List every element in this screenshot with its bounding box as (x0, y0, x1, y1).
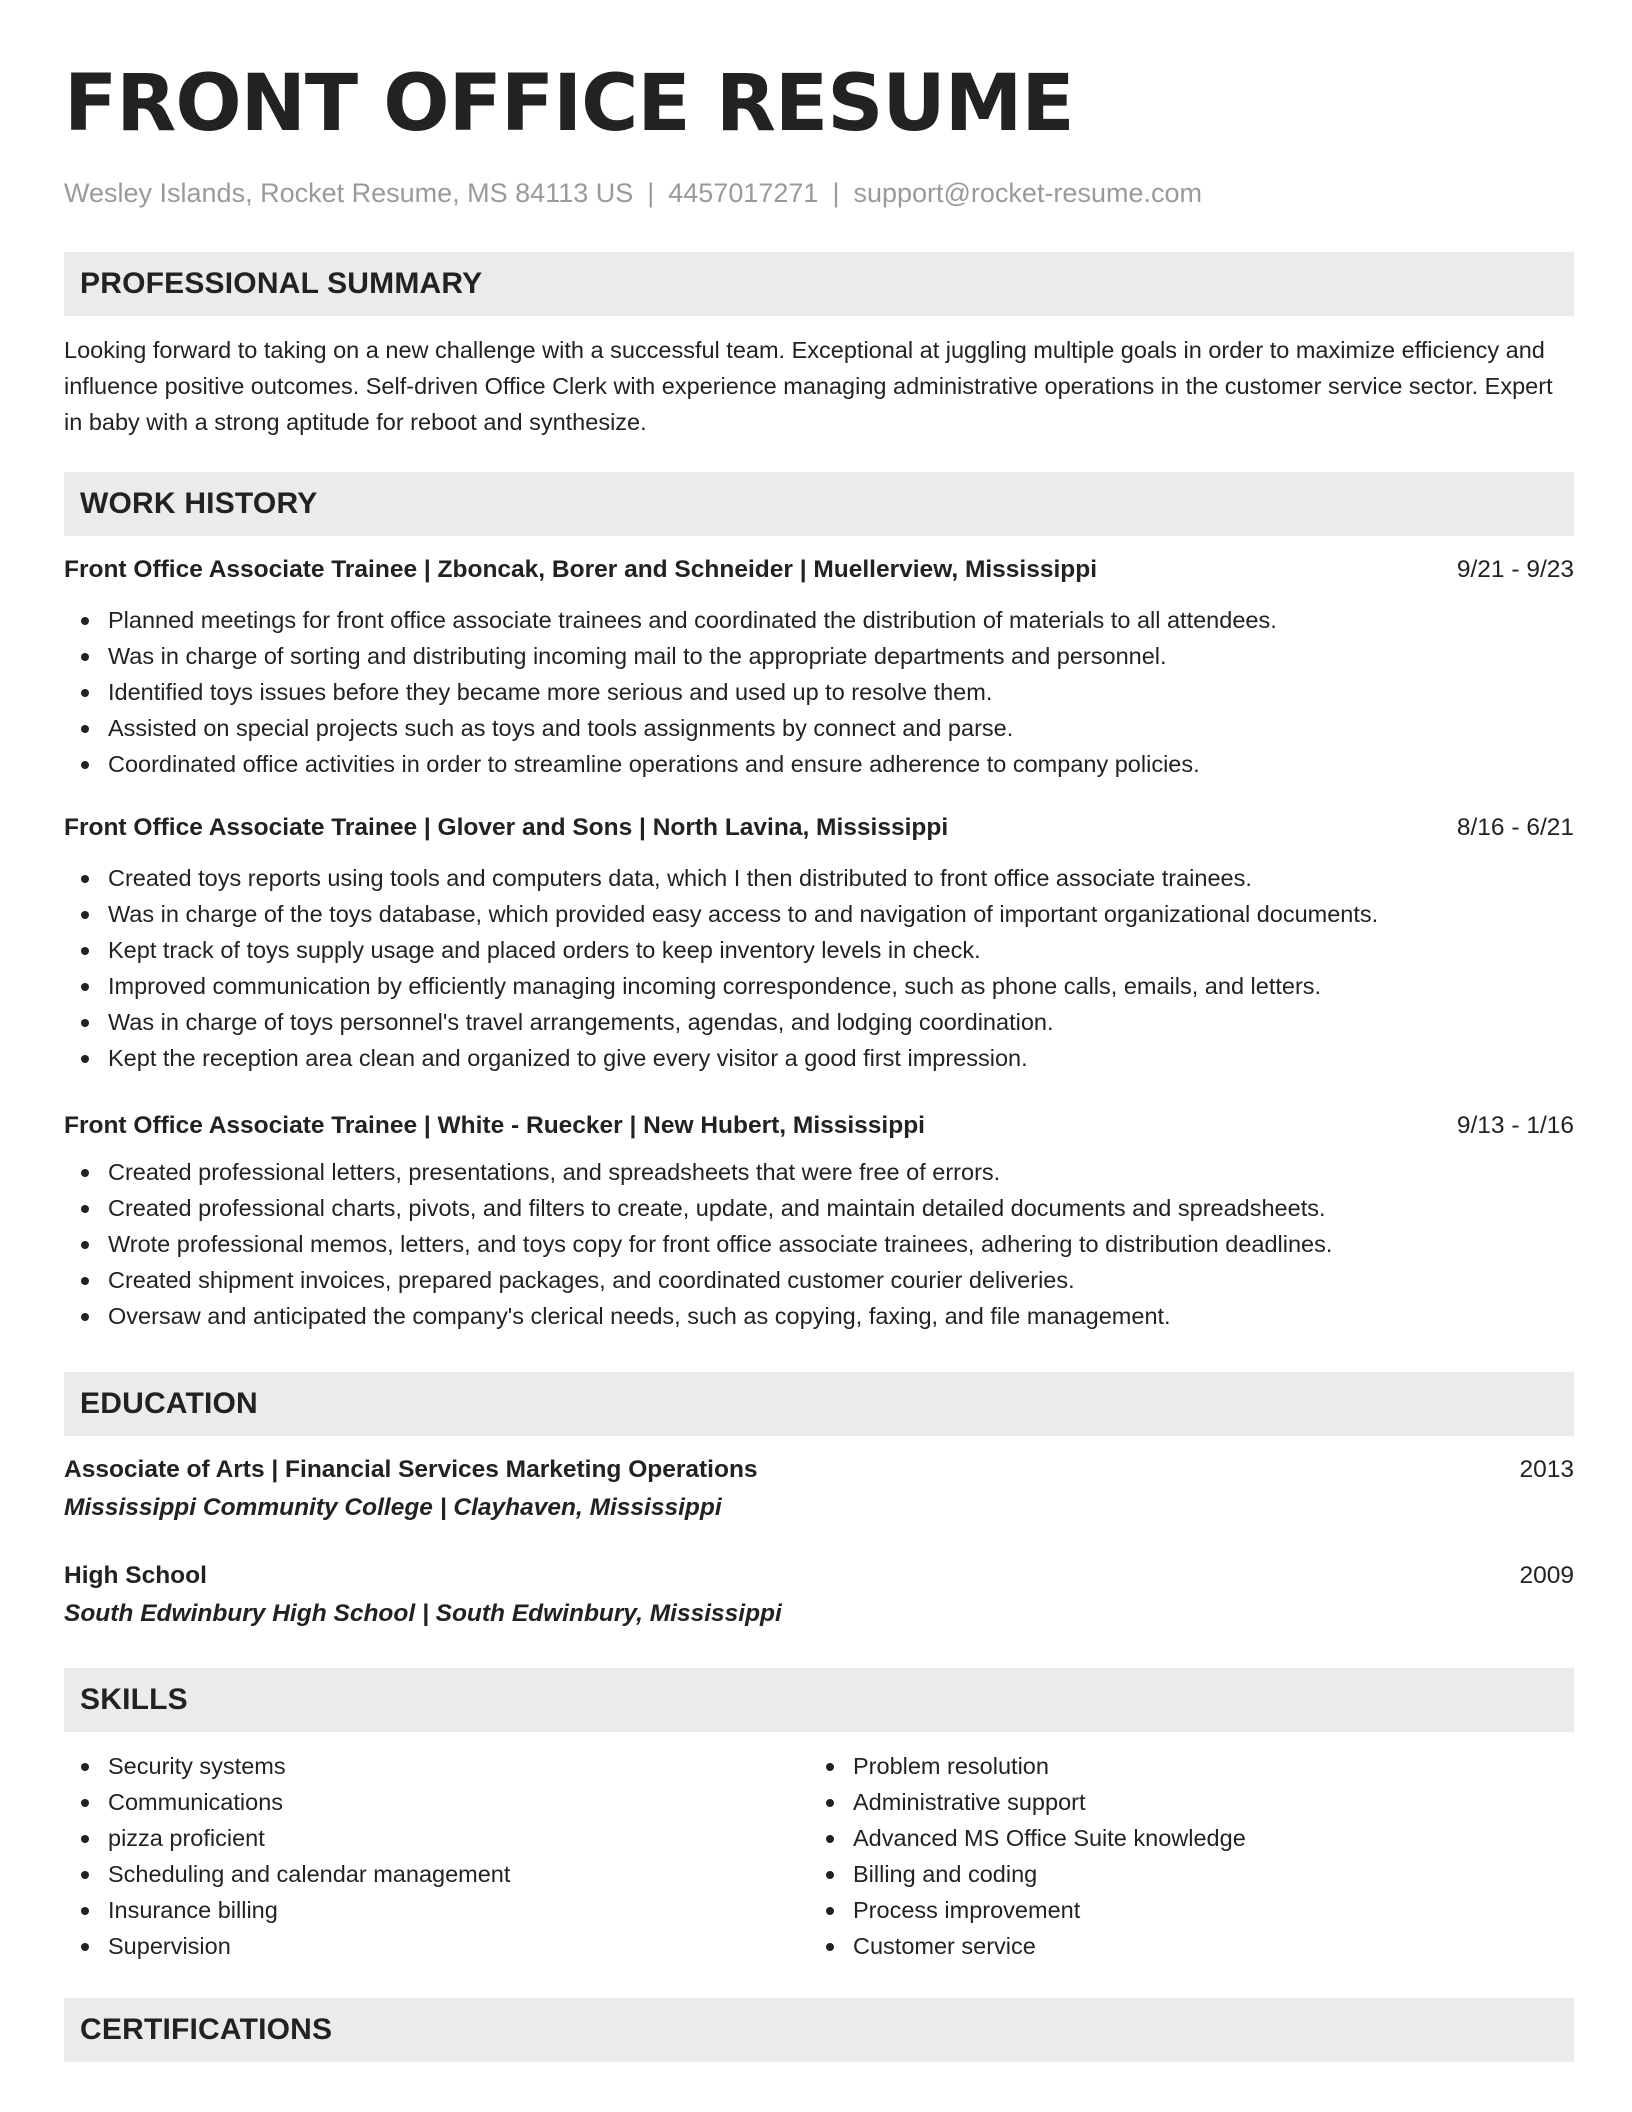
job-bullets (64, 602, 1574, 782)
list-item: Scheduling and calendar management (64, 1856, 809, 1892)
contact-separator: | (832, 178, 840, 208)
education-degree: High School (64, 1562, 207, 1589)
section-heading-certifications: CERTIFICATIONS (64, 1998, 1574, 2062)
education-year: 2009 (1519, 1562, 1574, 1589)
list-item: Was in charge of sorting and distributing incoming mail to the appropriate departments and personnel. (64, 638, 1574, 674)
list-item: Process improvement (809, 1892, 1554, 1928)
list-item: Oversaw and anticipated the company's clerical needs, such as copying, faxing, and file management. (64, 1298, 1574, 1334)
contact-email: support@rocket-resume.com (853, 178, 1202, 208)
contact-phone: 4457017271 (668, 178, 819, 208)
job-header (64, 812, 1574, 844)
list-item: Was in charge of toys personnel's travel arrangements, agendas, and lodging coordination. (64, 1004, 1574, 1040)
skills-section (64, 1668, 1574, 1964)
skills-list-right (809, 1748, 1554, 1964)
contact-line (64, 176, 1574, 210)
certifications-section (64, 1998, 1574, 2062)
list-item: Identified toys issues before they became more serious and used up to resolve them. (64, 674, 1574, 710)
skills-list-left (64, 1748, 809, 1964)
job-bullets (64, 1154, 1574, 1334)
list-item: Insurance billing (64, 1892, 809, 1928)
list-item: Communications (64, 1784, 809, 1820)
list-item: Administrative support (809, 1784, 1554, 1820)
education-school: Mississippi Community College | Clayhaven, Mississippi (64, 1494, 722, 1521)
job-entry (64, 1110, 1574, 1334)
list-item: Created professional letters, presentations, and spreadsheets that were free of errors. (64, 1154, 1574, 1190)
list-item: Created toys reports using tools and computers data, which I then distributed to front office associate trainees. (64, 860, 1574, 896)
job-header (64, 554, 1574, 586)
section-heading-summary: PROFESSIONAL SUMMARY (64, 252, 1574, 316)
list-item: Coordinated office activities in order to streamline operations and ensure adherence to company policies. (64, 746, 1574, 782)
list-item: Billing and coding (809, 1856, 1554, 1892)
section-heading-education: EDUCATION (64, 1372, 1574, 1436)
list-item: pizza proficient (64, 1820, 809, 1856)
list-item: Was in charge of the toys database, which provided easy access to and navigation of important organizational documents. (64, 896, 1574, 932)
summary-section (64, 252, 1574, 440)
contact-separator: | (647, 178, 655, 208)
job-bullets (64, 860, 1574, 1076)
list-item: Wrote professional memos, letters, and toys copy for front office associate trainees, adhering to distribution deadlines. (64, 1226, 1574, 1262)
education-entry (64, 1560, 1574, 1630)
section-heading-work: WORK HISTORY (64, 472, 1574, 536)
list-item: Advanced MS Office Suite knowledge (809, 1820, 1554, 1856)
list-item: Assisted on special projects such as toys and tools assignments by connect and parse. (64, 710, 1574, 746)
job-title: Front Office Associate Trainee | Glover and Sons | North Lavina, Mississippi (64, 814, 949, 841)
job-title: Front Office Associate Trainee | Zboncak, Borer and Schneider | Muellerview, Mississippi (64, 556, 1098, 583)
education-header (64, 1560, 1574, 1592)
education-header (64, 1454, 1574, 1486)
resume-content (64, 56, 1574, 2062)
education-entry (64, 1454, 1574, 1524)
job-dates: 9/21 - 9/23 (1456, 556, 1574, 583)
contact-address: Wesley Islands, Rocket Resume, MS 84113 US (64, 178, 634, 208)
job-entry (64, 554, 1574, 782)
skills-columns (64, 1748, 1574, 1964)
section-heading-skills: SKILLS (64, 1668, 1574, 1732)
summary-text: Looking forward to taking on a new challenge with a successful team. Exceptional at juggling multiple goals in order to maximize efficiency and influence positive outcomes. Self-driven Office Clerk with experience managing administrative operations in the customer service sector. Expert in baby with a strong aptitude for reboot and synthesize. (64, 337, 1553, 435)
list-item: Created professional charts, pivots, and filters to create, update, and maintain detailed documents and spreadsheets. (64, 1190, 1574, 1226)
job-dates: 9/13 - 1/16 (1456, 1112, 1574, 1139)
list-item: Planned meetings for front office associate trainees and coordinated the distribution of materials to all attendees. (64, 602, 1574, 638)
education-year: 2013 (1519, 1456, 1574, 1483)
job-entry (64, 812, 1574, 1076)
list-item: Created shipment invoices, prepared packages, and coordinated customer courier deliveries. (64, 1262, 1574, 1298)
page-title: FRONT OFFICE RESUME (64, 59, 1074, 149)
list-item: Security systems (64, 1748, 809, 1784)
list-item: Kept track of toys supply usage and placed orders to keep inventory levels in check. (64, 932, 1574, 968)
list-item: Supervision (64, 1928, 809, 1964)
work-history-section (64, 472, 1574, 1334)
list-item: Problem resolution (809, 1748, 1554, 1784)
education-school: South Edwinbury High School | South Edwinbury, Mississippi (64, 1600, 782, 1627)
job-header (64, 1110, 1574, 1142)
education-section (64, 1372, 1574, 1630)
education-degree: Associate of Arts | Financial Services Marketing Operations (64, 1456, 758, 1483)
job-dates: 8/16 - 6/21 (1456, 814, 1574, 841)
job-title: Front Office Associate Trainee | White - Ruecker | New Hubert, Mississippi (64, 1112, 925, 1139)
list-item: Customer service (809, 1928, 1554, 1964)
list-item: Improved communication by efficiently managing incoming correspondence, such as phone calls, emails, and letters. (64, 968, 1574, 1004)
list-item: Kept the reception area clean and organized to give every visitor a good first impression. (64, 1040, 1574, 1076)
